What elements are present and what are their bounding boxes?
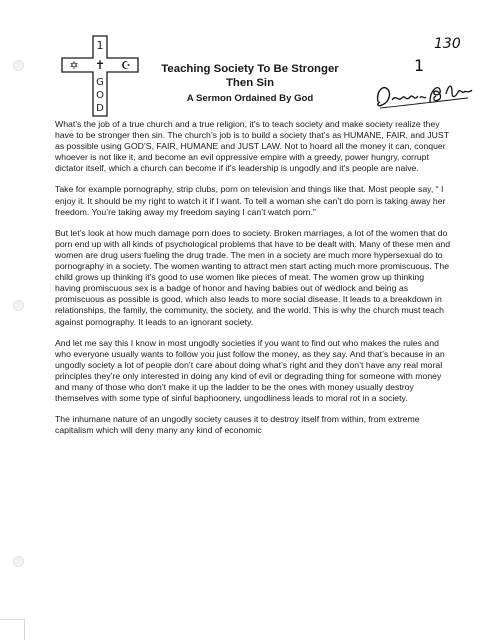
- paragraph: What’s the job of a true church and a true religion, it’s to teach society and make society realize they have to be stronger then sin. The church’s job is to build a society that’s as HUMANE, FAIR, and JUST as possible using GOD’S, FAIR, HUMANE and JUST LAW. Not to hoard all the money it can, conquer whoever is not like it, and become an evil oppressive empire with a greedy, power hungry, corrupt dictator itself, which a church can become if it’s leadership is ungodly and it’s people are naive.: [55, 119, 449, 174]
- crescent-star-icon: ☪: [121, 59, 131, 72]
- small-cross-icon: ✝: [94, 58, 106, 72]
- sermon-title-line-2: Then Sin: [225, 77, 275, 89]
- handwritten-signature: [372, 72, 478, 114]
- paragraph: But let’s look at how much damage porn does to society. Broken marriages, a lot of the women that do porn end up with all kinds of psychological problems that have to be dealt with. Many of these men and women are drug users fueling the drug trade. The men in a society are much more hypersexual do to pornography in a society. The women wanting to attract men start acting much more promiscuous. The child grows up thinking it’s good to use women like pieces of meat. The women grow up thinking having promiscuous sex is a badge of honor and having babies out of wedlock and being as promiscuous as possible is good, which also leads to more social disease. It leads to a breakdown in relationships, the family, the community, the society, and the world. This is why the church must teach against pornography. It leads to an ignorant society.: [55, 227, 451, 327]
- cross-letter-d: D: [96, 103, 104, 114]
- cross-letter-o: O: [96, 90, 104, 101]
- cross-logo-icon: [60, 34, 140, 118]
- punch-hole: [13, 60, 24, 71]
- paragraph: And let me say this I know in most ungodly societies if you want to find out who makes the rules and who everyone usually wants to follow you just follow the money, as they say. And that’s because in an ungodly society a lot of people don’t care about doing what’s right and they don’t have any real moral principles they’re only interested in doing any kind of evil or degrading thing for someone with money and many of those who don’t make it up the ladder to be the ones with money usually destroy themselves with some type of sinful baphoonery, ungodliness leads to moral rot in a society.: [55, 337, 445, 404]
- paragraph: The inhumane nature of an ungodly society causes it to destroy itself from within, from extreme capitalism which will deny many any kind of economic: [55, 414, 420, 436]
- sermon-body: [55, 119, 451, 446]
- cross-letter-g: G: [96, 77, 104, 88]
- punch-hole: [13, 300, 24, 311]
- punch-hole: [13, 556, 24, 567]
- paragraph: Take for example pornography, strip clubs, porn on television and things like that. Most people say, “ I enjoy it. It should be my right to watch it if I want. To tell a woman she can’t do porn is taking away her freedom. You’re taking away my freedom saying I can’t watch porn.”: [55, 184, 446, 217]
- star-of-david-icon: ✡: [69, 59, 79, 72]
- title-block: [150, 62, 350, 105]
- scan-corner-mark: [0, 619, 25, 640]
- sermon-subtitle: A Sermon Ordained By God: [186, 93, 314, 104]
- handwritten-page-number-top: 130: [434, 36, 461, 52]
- sermon-title: Teaching Society To Be Stronger: [161, 63, 339, 75]
- cross-letter-one: 1: [96, 39, 104, 52]
- handwritten-page-number: 1: [414, 56, 425, 75]
